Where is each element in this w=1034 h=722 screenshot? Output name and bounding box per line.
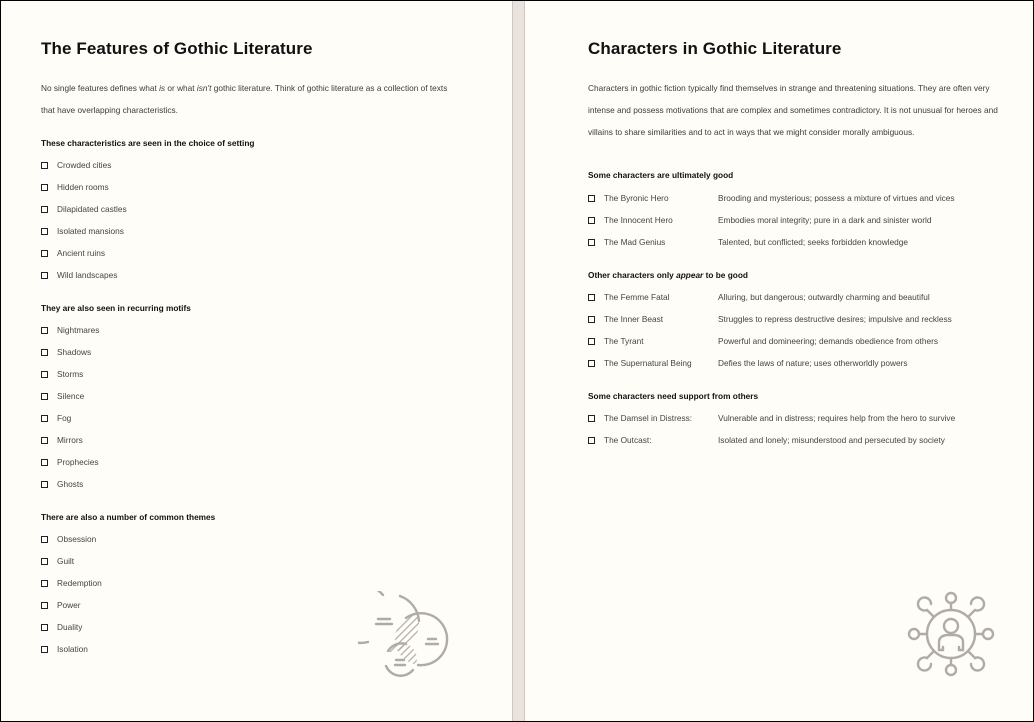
character-name: The Byronic Hero xyxy=(604,193,669,203)
character-description: Talented, but conflicted; seeks forbidden knowledge xyxy=(718,237,909,247)
list-item xyxy=(41,198,127,220)
checkbox[interactable] xyxy=(41,459,48,466)
checkbox[interactable] xyxy=(588,195,595,202)
list-item xyxy=(588,286,952,308)
item-label: Ancient ruins xyxy=(57,248,105,258)
character-name: The Damsel in Distress: xyxy=(604,413,693,423)
heading-text: Some characters are ultimately good xyxy=(588,170,734,180)
list-item xyxy=(588,308,952,330)
item-label: Shadows xyxy=(57,347,92,357)
list-item xyxy=(41,594,102,616)
list-item xyxy=(588,407,955,429)
page-title: Characters in Gothic Literature xyxy=(588,39,842,58)
checkbox[interactable] xyxy=(41,371,48,378)
venn-diagram-icon xyxy=(358,591,452,684)
item-label: Wild landscapes xyxy=(57,270,118,280)
list-item xyxy=(588,209,955,231)
list-item xyxy=(41,363,99,385)
support-characters-list xyxy=(588,407,955,451)
character-name: The Inner Beast xyxy=(604,314,664,324)
character-name: The Supernatural Being xyxy=(604,358,692,368)
item-label: Ghosts xyxy=(57,479,84,489)
section-heading-appear-good xyxy=(588,270,748,280)
checkbox[interactable] xyxy=(588,217,595,224)
list-item xyxy=(41,550,102,572)
item-label: Silence xyxy=(57,391,85,401)
checkbox[interactable] xyxy=(588,415,595,422)
character-description: Alluring, but dangerous; outwardly charming and beautiful xyxy=(718,292,930,302)
character-description: Vulnerable and in distress; requires help from the hero to survive xyxy=(718,413,956,423)
character-description: Brooding and mysterious; possess a mixture of virtues and vices xyxy=(718,193,955,203)
intro-paragraph: Characters in gothic fiction typically find themselves in strange and threatening situations. They are often very intense and possess motivations that are complex and sometimes contradictory. It is not unusual for heroes and villains to share similarities and to act in ways that we might consider morally ambiguous. xyxy=(588,83,998,137)
item-label: Prophecies xyxy=(57,457,99,467)
intro-paragraph xyxy=(41,77,461,121)
checkbox[interactable] xyxy=(41,646,48,653)
list-item xyxy=(41,341,99,363)
list-item xyxy=(41,242,127,264)
checkbox[interactable] xyxy=(41,206,48,213)
character-description: Struggles to repress destructive desires; impulsive and reckless xyxy=(718,314,952,324)
page-gutter xyxy=(512,1,525,721)
themes-list xyxy=(41,528,102,660)
item-label: Isolation xyxy=(57,644,88,654)
list-item xyxy=(41,407,99,429)
checkbox[interactable] xyxy=(41,624,48,631)
checkbox[interactable] xyxy=(41,602,48,609)
item-label: Crowded cities xyxy=(57,160,112,170)
checkbox[interactable] xyxy=(41,580,48,587)
character-description: Isolated and lonely; misunderstood and persecuted by society xyxy=(718,435,945,445)
item-label: Dilapidated castles xyxy=(57,204,127,214)
checkbox[interactable] xyxy=(41,536,48,543)
character-name: The Outcast: xyxy=(604,435,652,445)
intro-emphasis-is: is xyxy=(159,83,166,93)
heading-emphasis: appear xyxy=(676,270,704,280)
list-item xyxy=(41,154,127,176)
motifs-list xyxy=(41,319,99,495)
intro-text: No single features defines what xyxy=(41,83,160,93)
item-label: Duality xyxy=(57,622,83,632)
checkbox[interactable] xyxy=(588,239,595,246)
person-network-icon xyxy=(907,590,995,683)
list-item xyxy=(41,319,99,341)
checkbox[interactable] xyxy=(41,437,48,444)
item-label: Redemption xyxy=(57,578,102,588)
list-item xyxy=(41,473,99,495)
section-heading-setting: These characteristics are seen in the choice of setting xyxy=(41,138,255,148)
list-item xyxy=(41,176,127,198)
list-item xyxy=(588,231,955,253)
intro-emphasis-isnt: isn't xyxy=(196,83,212,93)
item-label: Obsession xyxy=(57,534,97,544)
character-description: Defies the laws of nature; uses otherworldly powers xyxy=(718,358,908,368)
section-heading-motifs: They are also seen in recurring motifs xyxy=(41,303,191,313)
item-label: Power xyxy=(57,600,81,610)
checkbox[interactable] xyxy=(588,294,595,301)
appear-good-characters-list xyxy=(588,286,952,374)
section-heading-good xyxy=(588,170,733,180)
list-item xyxy=(41,220,127,242)
good-characters-list xyxy=(588,187,955,253)
list-item xyxy=(588,330,952,352)
list-item xyxy=(41,385,99,407)
section-heading-need-support xyxy=(588,391,758,401)
left-page xyxy=(2,1,512,721)
right-page xyxy=(525,1,1033,721)
item-label: Isolated mansions xyxy=(57,226,124,236)
intro-text: or what xyxy=(165,83,197,93)
list-item xyxy=(41,572,102,594)
character-name: The Innocent Hero xyxy=(604,215,673,225)
item-label: Mirrors xyxy=(57,435,83,445)
item-label: Nightmares xyxy=(57,325,100,335)
intro-text: gothic literature. Think of gothic literature as a collection of texts that have overlapping characteristics. xyxy=(41,83,448,115)
character-name: The Mad Genius xyxy=(604,237,666,247)
item-label: Storms xyxy=(57,369,84,379)
checkbox[interactable] xyxy=(41,272,48,279)
checkbox[interactable] xyxy=(41,481,48,488)
list-item xyxy=(41,429,99,451)
checkbox[interactable] xyxy=(588,316,595,323)
checkbox[interactable] xyxy=(41,327,48,334)
list-item xyxy=(41,264,127,286)
heading-text: Other characters only xyxy=(588,270,677,280)
heading-text: Some characters need support from others xyxy=(588,391,759,401)
checkbox[interactable] xyxy=(41,184,48,191)
item-label: Fog xyxy=(57,413,72,423)
checkbox[interactable] xyxy=(41,349,48,356)
item-label: Guilt xyxy=(57,556,75,566)
list-item xyxy=(41,451,99,473)
setting-list xyxy=(41,154,127,286)
list-item xyxy=(41,616,102,638)
character-description: Powerful and domineering; demands obedience from others xyxy=(718,336,938,346)
list-item xyxy=(41,638,102,660)
checkbox[interactable] xyxy=(41,228,48,235)
checkbox[interactable] xyxy=(41,558,48,565)
list-item xyxy=(588,187,955,209)
character-name: The Femme Fatal xyxy=(604,292,670,302)
checkbox[interactable] xyxy=(41,393,48,400)
checkbox[interactable] xyxy=(41,415,48,422)
checkbox[interactable] xyxy=(588,437,595,444)
list-item xyxy=(588,352,952,374)
checkbox[interactable] xyxy=(41,250,48,257)
character-description: Embodies moral integrity; pure in a dark and sinister world xyxy=(718,215,932,225)
checkbox[interactable] xyxy=(41,162,48,169)
list-item xyxy=(41,528,102,550)
item-label: Hidden rooms xyxy=(57,182,109,192)
section-heading-themes: There are also a number of common themes xyxy=(41,512,216,522)
checkbox[interactable] xyxy=(588,360,595,367)
heading-text: to be good xyxy=(703,270,748,280)
list-item xyxy=(588,429,955,451)
checkbox[interactable] xyxy=(588,338,595,345)
page-title: The Features of Gothic Literature xyxy=(41,39,313,58)
character-name: The Tyrant xyxy=(604,336,644,346)
